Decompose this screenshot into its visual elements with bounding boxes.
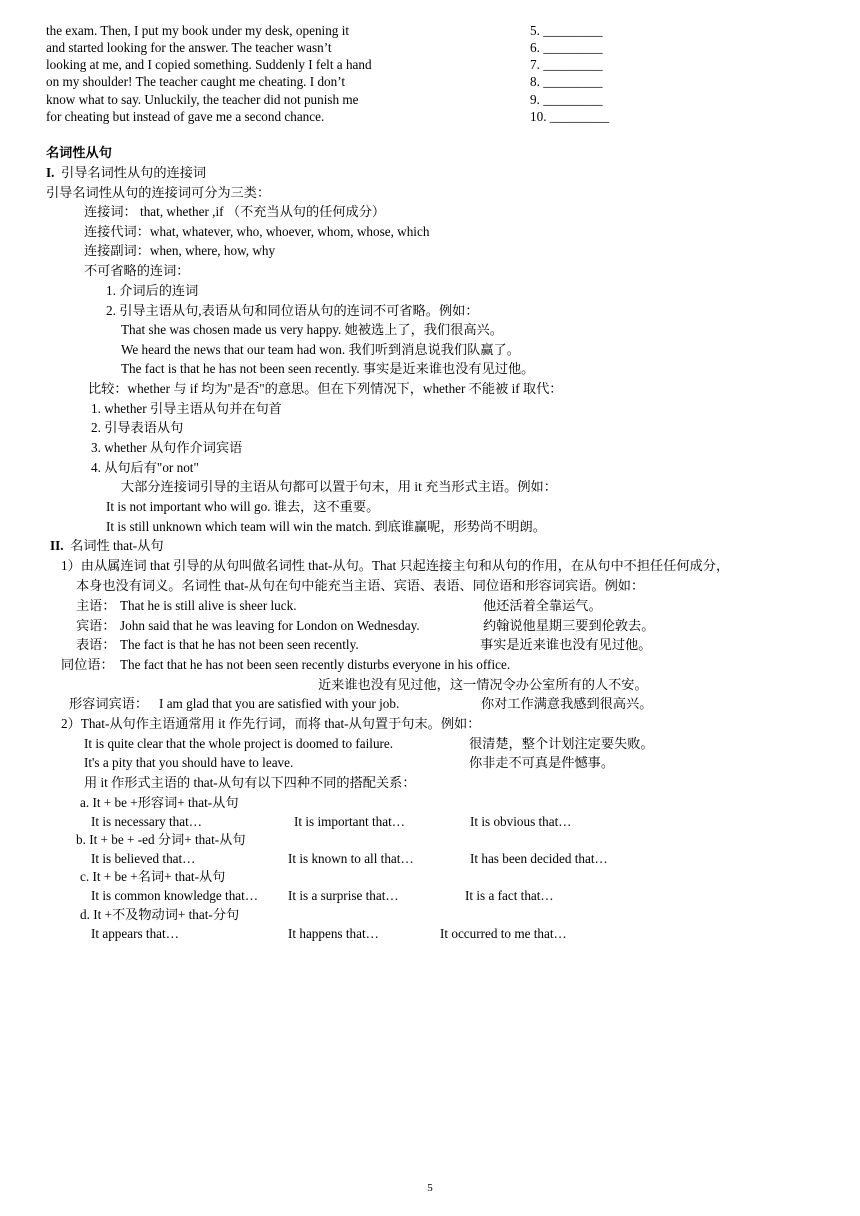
- part1-intro: 引导名词性从句的连接词可分为三类：: [46, 185, 271, 200]
- role-english: The fact that he has not been seen recently disturbs everyone in his office.: [120, 657, 511, 672]
- role-label: 宾语：: [76, 618, 116, 633]
- role-english: John said that he was leaving for London on Wednesday.: [120, 618, 420, 633]
- part1-title: 引导名词性从句的连接词: [61, 165, 207, 180]
- pattern-heading: a. It + be +形容词+ that-从句: [80, 795, 239, 810]
- example-chinese: 你非走不可真是件憾事。: [469, 755, 615, 770]
- passage-line: on my shoulder! The teacher caught me cheating. I don’t: [46, 74, 346, 89]
- part2-title: 名词性 that-从句: [70, 538, 164, 553]
- role-label: 同位语：: [61, 657, 114, 672]
- pattern-example: It is obvious that…: [470, 814, 572, 829]
- role-chinese: 你对工作满意我感到很高兴。: [481, 696, 653, 711]
- compare-item: 4. 从句后有"or not": [91, 460, 199, 475]
- passage-line: for cheating but instead of gave me a second chance.: [46, 109, 325, 124]
- role-english: I am glad that you are satisfied with your job.: [159, 696, 400, 711]
- passage-line: looking at me, and I copied something. Suddenly I felt a hand: [46, 57, 372, 72]
- pattern-heading: b. It + be + -ed 分词+ that-从句: [76, 832, 246, 847]
- role-chinese: 他还活着全靠运气。: [483, 598, 602, 613]
- example-line: It is not important who will go. 谁去，这不重要。: [106, 499, 380, 514]
- page-number: 5: [427, 1182, 433, 1194]
- section-title: 名词性从句: [46, 145, 112, 160]
- example-chinese: 很清楚，整个计划注定要失败。: [469, 736, 654, 751]
- passage-line: the exam. Then, I put my book under my desk, opening it: [46, 23, 350, 38]
- pattern-example: It is known to all that…: [288, 851, 414, 866]
- role-label: 主语：: [76, 598, 116, 613]
- paragraph-line: 本身也没有词义。名词性 that-从句在句中能充当主语、宾语、表语、同位语和形容词宾语。例如：: [76, 578, 645, 593]
- pattern-example: It occurred to me that…: [440, 926, 567, 941]
- it-note: 大部分连接词引导的主语从句都可以置于句末，用 it 充当形式主语。例如：: [121, 479, 557, 494]
- compare-note: 比较：whether 与 if 均为"是否"的意思。但在下列情况下，whether 不能被 if 取代：: [88, 381, 563, 396]
- example-line: That she was chosen made us very happy. 她被选上了，我们很高兴。: [121, 322, 503, 337]
- compare-item: 1. whether 引导主语从句并在句首: [91, 401, 282, 416]
- answer-blank: 5. _________: [530, 23, 603, 38]
- example-line: We heard the news that our team had won. 我们听到消息说我们队赢了。: [121, 342, 520, 357]
- appositive-translation: 近来谁也没有见过他，这一情况令办公室所有的人不安。: [318, 677, 648, 692]
- paragraph-line: 1）由从属连词 that 引导的从句叫做名词性 that-从句。That 只起连接主句和从句的作用，在从句中不担任任何成分，: [61, 558, 730, 573]
- pattern-example: It is a surprise that…: [288, 888, 399, 903]
- conj-type: 连接词： that, whether ,if （不充当从句的任何成分）: [84, 204, 386, 219]
- pattern-example: It is important that…: [294, 814, 405, 829]
- role-label: 表语：: [76, 637, 116, 652]
- paragraph-line: 2）That-从句作主语通常用 it 作先行词，而将 that-从句置于句末。例如：: [61, 716, 481, 731]
- part2-heading: [50, 537, 164, 554]
- role-chinese: 约翰说他星期三要到伦敦去。: [483, 618, 655, 633]
- part1-heading: [46, 164, 206, 181]
- compare-item: 3. whether 从句作介词宾语: [91, 440, 243, 455]
- pattern-example: It appears that…: [91, 926, 179, 941]
- pattern-heading: c. It + be +名词+ that-从句: [80, 869, 226, 884]
- conj-type: 连接代词：what, whatever, who, whoever, whom, whose, which: [84, 224, 430, 239]
- pattern-example: It happens that…: [288, 926, 379, 941]
- part2-numeral: II.: [50, 538, 64, 553]
- pattern-example: It has been decided that…: [470, 851, 608, 866]
- role-label: 形容词宾语：: [69, 696, 149, 711]
- non-omit-item: 2. 引导主语从句,表语从句和同位语从句的连词不可省略。例如：: [106, 303, 479, 318]
- passage-line: know what to say. Unluckily, the teacher did not punish me: [46, 92, 359, 107]
- answer-blank: 7. _________: [530, 57, 603, 72]
- pattern-heading: d. It +不及物动词+ that-分句: [80, 907, 240, 922]
- role-english: The fact is that he has not been seen recently.: [120, 637, 359, 652]
- compare-item: 2. 引导表语从句: [91, 420, 184, 435]
- example-english: It's a pity that you should have to leave.: [84, 755, 294, 770]
- role-english: That he is still alive is sheer luck.: [120, 598, 297, 613]
- four-types-note: 用 it 作形式主语的 that-从句有以下四种不同的搭配关系：: [84, 775, 416, 790]
- answer-blank: 6. _________: [530, 40, 603, 55]
- passage-line: and started looking for the answer. The teacher wasn’t: [46, 40, 332, 55]
- example-english: It is quite clear that the whole project is doomed to failure.: [84, 736, 394, 751]
- pattern-example: It is necessary that…: [91, 814, 202, 829]
- conj-type: 连接副词：when, where, how, why: [84, 243, 276, 258]
- answer-blank: 8. _________: [530, 74, 603, 89]
- non-omit-title: 不可省略的连词：: [84, 263, 190, 278]
- example-line: It is still unknown which team will win the match. 到底谁赢呢，形势尚不明朗。: [106, 519, 546, 534]
- example-line: The fact is that he has not been seen recently. 事实是近来谁也没有见过他。: [121, 361, 535, 376]
- pattern-example: It is a fact that…: [465, 888, 554, 903]
- non-omit-item: 1. 介词后的连词: [106, 283, 199, 298]
- role-chinese: 事实是近来谁也没有见过他。: [480, 637, 652, 652]
- pattern-example: It is believed that…: [91, 851, 196, 866]
- part1-numeral: I.: [46, 165, 55, 180]
- answer-blank: 10. _________: [530, 109, 610, 124]
- answer-blank: 9. _________: [530, 92, 603, 107]
- pattern-example: It is common knowledge that…: [91, 888, 259, 903]
